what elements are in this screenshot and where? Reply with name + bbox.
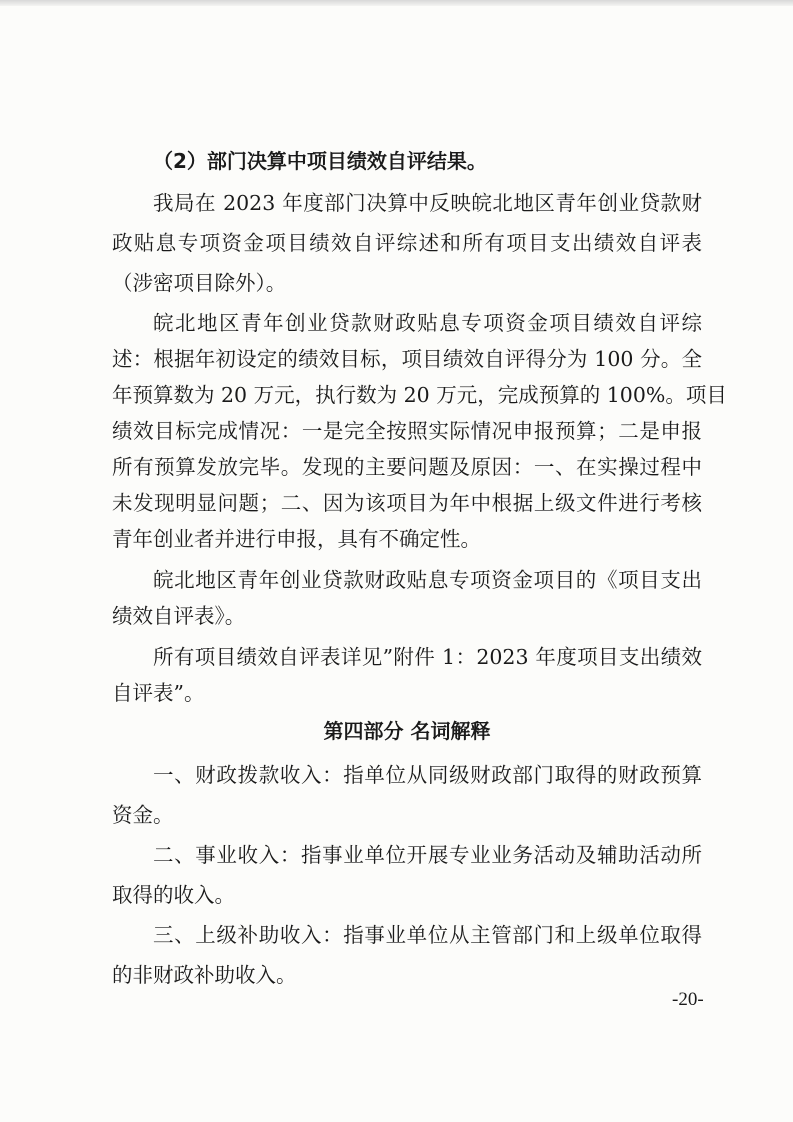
paragraph-line: 我局在 2023 年度部门决算中反映皖北地区青年创业贷款财 — [153, 191, 702, 215]
subheading-project-evaluation: （2）部门决算中项目绩效自评结果。 — [153, 149, 487, 173]
definition-line: 资金。 — [112, 803, 174, 827]
paragraph-line: 政贴息专项资金项目绩效自评综述和所有项目支出绩效自评表 — [112, 231, 702, 255]
paragraph-line: 年预算数为 20 万元，执行数为 20 万元，完成预算的 100%。项目 — [112, 383, 727, 407]
paragraph-line: 绩效自评表》。 — [112, 604, 246, 628]
paragraph-line: 皖北地区青年创业贷款财政贴息专项资金项目的《项目支出 — [153, 568, 702, 592]
definition-line: 二、事业收入：指事业单位开展专业业务活动及辅助活动所 — [153, 843, 702, 867]
paragraph-line: 述：根据年初设定的绩效目标，项目绩效自评得分为 100 分。全 — [112, 347, 702, 371]
scan-edge-shadow — [0, 0, 793, 6]
paragraph-line: 皖北地区青年创业贷款财政贴息专项资金项目绩效自评综 — [153, 311, 702, 335]
paragraph-line: 自评表”。 — [112, 681, 205, 705]
paragraph-line: 青年创业者并进行申报，具有不确定性。 — [112, 527, 481, 551]
definition-line: 三、上级补助收入：指事业单位从主管部门和上级单位取得 — [153, 923, 702, 947]
part4-heading: 第四部分 名词解释 — [323, 719, 491, 743]
paragraph-line: 所有预算发放完毕。发现的主要问题及原因：一、在实操过程中 — [112, 455, 702, 479]
paragraph-line: 未发现明显问题；二、因为该项目为年中根据上级文件进行考核 — [112, 491, 702, 515]
page-number: -20- — [672, 989, 704, 1010]
paragraph-line: 所有项目绩效自评表详见”附件 1：2023 年度项目支出绩效 — [153, 645, 702, 669]
paragraph-line: 绩效目标完成情况：一是完全按照实际情况申报预算；二是申报 — [112, 419, 702, 443]
definition-line: 一、财政拨款收入：指单位从同级财政部门取得的财政预算 — [153, 763, 702, 787]
definition-line: 的非财政补助收入。 — [112, 963, 297, 987]
paragraph-line: （涉密项目除外）。 — [112, 271, 287, 295]
definition-line: 取得的收入。 — [112, 883, 235, 907]
